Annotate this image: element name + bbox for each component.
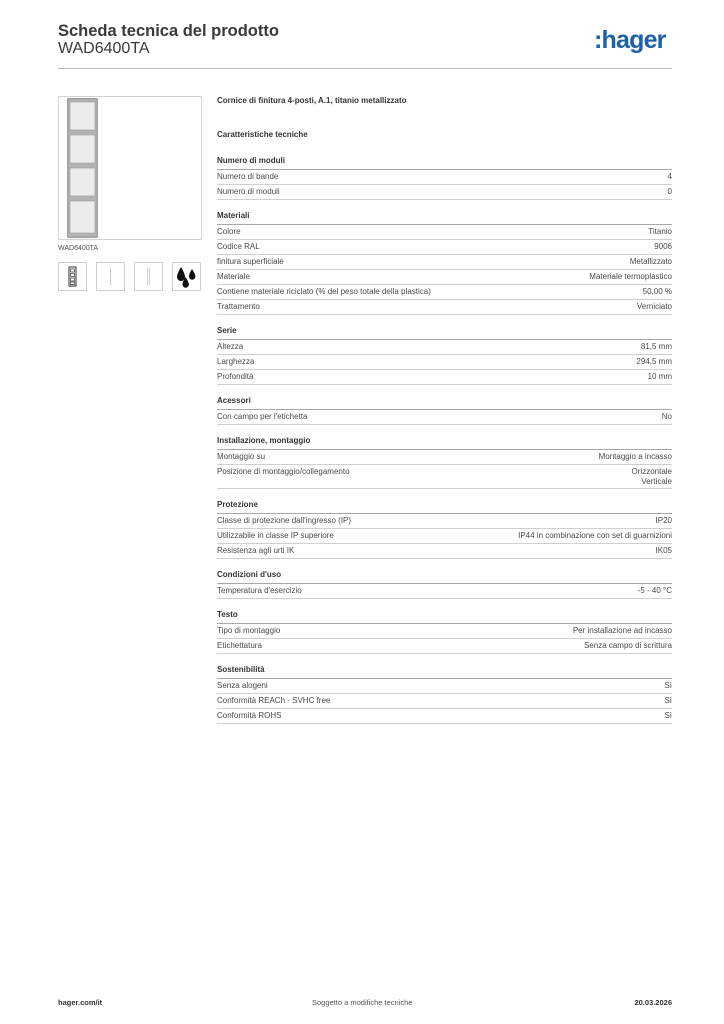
spec-value <box>648 225 672 238</box>
spec-value-line: Sì <box>664 696 672 705</box>
spec-section-title: Protezione <box>217 500 672 514</box>
spec-row <box>217 694 672 709</box>
specification-content <box>217 96 672 724</box>
header-divider <box>58 68 672 69</box>
spec-value <box>599 450 672 463</box>
spec-value <box>632 465 672 488</box>
spec-value-line: Materiale termoplastico <box>589 272 672 281</box>
spec-row <box>217 709 672 724</box>
spec-label: Conformità REACh - SVHC free <box>217 696 331 705</box>
spec-section <box>217 326 672 385</box>
spec-row <box>217 285 672 300</box>
spec-value <box>664 679 672 692</box>
spec-value-line: 9006 <box>654 242 672 251</box>
spec-row <box>217 624 672 639</box>
four-gang-frame-image <box>59 97 201 239</box>
spec-value <box>664 694 672 707</box>
spec-label: Profondità <box>217 372 254 381</box>
spec-label: Temperatura d'esercizio <box>217 586 302 595</box>
spec-value-line: Sì <box>664 711 672 720</box>
spec-row <box>217 450 672 465</box>
technical-features-title: Caratteristiche tecniche <box>217 130 308 139</box>
spec-value-line: Metallizzato <box>629 257 672 266</box>
spec-value-line: 0 <box>667 187 672 196</box>
spec-row <box>217 465 672 489</box>
spec-value <box>630 255 672 268</box>
frame-outline-icon <box>58 262 87 291</box>
spec-label: Etichettatura <box>217 641 262 650</box>
spec-value <box>656 514 672 527</box>
spec-value <box>664 709 672 722</box>
spec-value-line: Titanio <box>648 227 672 236</box>
spec-row <box>217 544 672 559</box>
spec-section-title: Installazione, montaggio <box>217 436 672 450</box>
water-drops-icon <box>172 262 201 291</box>
spec-label: Conformità ROHS <box>217 711 282 720</box>
single-line-icon <box>96 262 125 291</box>
spec-label: Trattamento <box>217 302 260 311</box>
spec-label: Larghezza <box>217 357 255 366</box>
spec-value <box>641 340 672 353</box>
spec-row <box>217 170 672 185</box>
spec-section <box>217 665 672 724</box>
spec-row <box>217 370 672 385</box>
spec-row <box>217 300 672 315</box>
product-description: Cornice di finitura 4-posti, A.1, titanio metallizzato <box>217 96 407 105</box>
spec-section <box>217 396 672 425</box>
spec-label: finitura superficiale <box>217 257 284 266</box>
spec-label: Numero di bande <box>217 172 279 181</box>
spec-value-line: 81,5 mm <box>640 342 672 351</box>
spec-value-line: 294,5 mm <box>636 357 672 366</box>
spec-value <box>648 370 672 383</box>
spec-section-title: Acessori <box>217 396 672 410</box>
spec-value-line: Senza campo di scrittura <box>583 641 672 650</box>
spec-value <box>668 185 672 198</box>
spec-label: Posizione di montaggio/collegamento <box>217 467 350 476</box>
spec-label: Montaggio su <box>217 452 266 461</box>
document-title: Scheda tecnica del prodotto <box>58 22 279 40</box>
spec-section-title: Condizioni d'uso <box>217 570 672 584</box>
spec-label: Resistenza agli urti IK <box>217 546 295 555</box>
spec-value-line: Verticale <box>641 477 672 486</box>
spec-value-line: IP20 <box>655 516 672 525</box>
spec-label: Tipo di montaggio <box>217 626 281 635</box>
spec-label: Con campo per l'etichetta <box>217 412 308 421</box>
spec-row <box>217 185 672 200</box>
spec-value <box>589 270 672 283</box>
spec-value <box>637 300 672 313</box>
spec-value-line: Montaggio a incasso <box>598 452 672 461</box>
spec-value <box>662 410 672 423</box>
spec-section-title: Numero di moduli <box>217 156 672 170</box>
spec-label: Classe di protezione dall'ingresso (IP) <box>217 516 352 525</box>
spec-value-line: 50,00 % <box>642 287 672 296</box>
double-line-icon <box>134 262 163 291</box>
spec-row <box>217 270 672 285</box>
spec-row <box>217 255 672 270</box>
spec-section <box>217 156 672 200</box>
footer-notice: Soggetto a modifiche tecniche <box>312 998 413 1007</box>
spec-section <box>217 570 672 599</box>
spec-row <box>217 584 672 599</box>
spec-value-line: 10 mm <box>647 372 672 381</box>
spec-value <box>638 584 672 597</box>
spec-value-line: Per installazione ad incasso <box>572 626 672 635</box>
spec-row <box>217 410 672 425</box>
spec-section-title: Serie <box>217 326 672 340</box>
spec-row <box>217 514 672 529</box>
spec-label: Utilizzabile in classe IP superiore <box>217 531 334 540</box>
spec-label: Colore <box>217 227 241 236</box>
spec-value <box>636 355 672 368</box>
spec-sections <box>217 156 672 724</box>
spec-section-title: Sostenibilità <box>217 665 672 679</box>
product-image-caption: WAD6400TA <box>58 245 99 252</box>
spec-row <box>217 639 672 654</box>
spec-label: Altezza <box>217 342 244 351</box>
spec-row <box>217 679 672 694</box>
spec-value-line: -5 - 40 °C <box>637 586 672 595</box>
spec-label: Numero di moduli <box>217 187 280 196</box>
spec-label: Materiale <box>217 272 250 281</box>
spec-section <box>217 211 672 315</box>
spec-value <box>643 285 672 298</box>
spec-value <box>656 544 672 557</box>
footer-date: 20.03.2026 <box>634 998 672 1007</box>
product-image <box>58 96 202 240</box>
spec-value <box>573 624 672 637</box>
spec-value-line: No <box>661 412 672 421</box>
hager-logo: :hager <box>594 26 666 54</box>
spec-section <box>217 500 672 559</box>
spec-value <box>584 639 672 652</box>
spec-row <box>217 225 672 240</box>
product-code: WAD6400TA <box>58 40 150 57</box>
spec-value-line: Verniciato <box>636 302 672 311</box>
spec-label: Contiene materiale riciclato (% del peso totale della plastica) <box>217 287 431 296</box>
spec-section-title: Materiali <box>217 211 672 225</box>
spec-section <box>217 436 672 489</box>
spec-value-line: Orizzontale <box>631 467 672 476</box>
spec-value <box>654 240 672 253</box>
spec-section <box>217 610 672 654</box>
spec-label: Codice RAL <box>217 242 260 251</box>
spec-row <box>217 340 672 355</box>
footer-website[interactable]: hager.com/it <box>58 998 103 1007</box>
spec-value-line: IP44 in combinazione con set di guarnizioni <box>518 531 672 540</box>
spec-row <box>217 529 672 544</box>
spec-value-line: Sì <box>664 681 672 690</box>
spec-value <box>518 529 672 542</box>
spec-value <box>668 170 672 183</box>
spec-section-title: Testo <box>217 610 672 624</box>
spec-value-line: IK05 <box>655 546 672 555</box>
spec-value-line: 4 <box>667 172 672 181</box>
spec-label: Senza alogeni <box>217 681 268 690</box>
spec-row <box>217 355 672 370</box>
spec-row <box>217 240 672 255</box>
